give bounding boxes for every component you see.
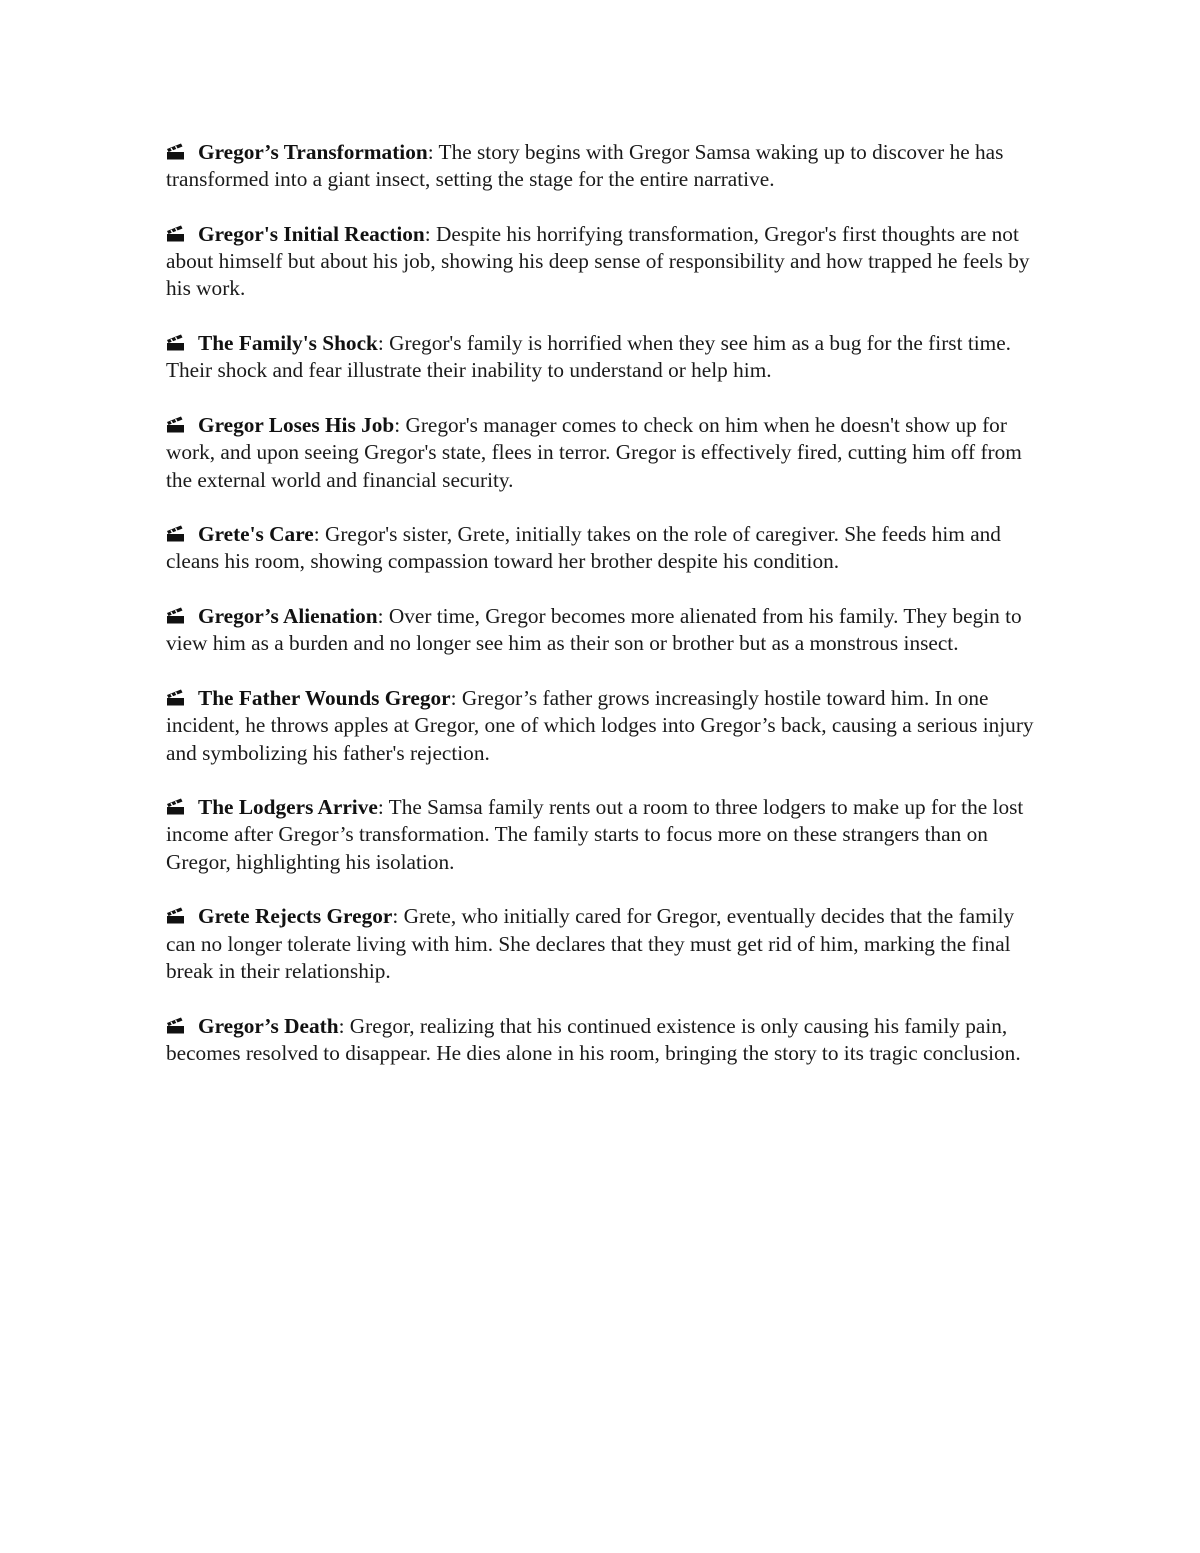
item-heading: The Father Wounds Gregor: [198, 685, 451, 710]
clapperboard-icon: [166, 798, 185, 815]
clapperboard-icon: [166, 143, 185, 160]
item-heading: The Lodgers Arrive: [198, 795, 378, 820]
list-item: [166, 794, 1038, 876]
item-body: : Gregor, realizing that his continued existence is only causing his family pain, becomes resolved to disappear. He dies alone in his room, bringing the story to its tragic conclusion.: [166, 1013, 1021, 1065]
item-body: : Gregor’s father grows increasingly hostile toward him. In one incident, he throws apples at Gregor, one of which lodges into Gregor’s back, causing a serious injury and symbolizing his father's rejection.: [166, 685, 1034, 765]
clapperboard-icon: [166, 907, 185, 924]
item-body: : Grete, who initially cared for Gregor, eventually decides that the family can no longer tolerate living with him. She declares that they must get rid of him, marking the final break in their relationship.: [166, 904, 1015, 983]
clapperboard-icon: [166, 225, 185, 242]
list-item: [166, 412, 1038, 494]
item-body: : Gregor's family is horrified when they see him as a bug for the first time. Their shock and fear illustrate their inability to understand or help him.: [166, 331, 1011, 383]
list-item: [166, 221, 1038, 303]
item-heading: Gregor’s Alienation: [198, 604, 378, 629]
list-item: [166, 685, 1038, 767]
list-item: [166, 139, 1038, 194]
item-heading: The Family's Shock: [198, 331, 378, 356]
item-heading: Grete Rejects Gregor: [198, 904, 393, 929]
document-content: [166, 139, 1038, 1094]
list-item: [166, 903, 1038, 985]
clapperboard-icon: [166, 607, 185, 624]
clapperboard-icon: [166, 334, 185, 351]
item-heading: Gregor’s Death: [198, 1013, 339, 1038]
item-body: : The story begins with Gregor Samsa waking up to discover he has transformed into a giant insect, setting the stage for the entire narrative.: [166, 140, 1004, 192]
clapperboard-icon: [166, 416, 185, 433]
item-heading: Gregor's Initial Reaction: [198, 221, 425, 246]
item-body: : Gregor's sister, Grete, initially takes on the role of caregiver. She feeds him and cleans his room, showing compassion toward her brother despite his condition.: [166, 522, 1001, 574]
item-body: : Despite his horrifying transformation, Gregor's first thoughts are not about himself but about his job, showing his deep sense of responsibility and how trapped he feels by his work.: [166, 221, 1030, 301]
item-body: : The Samsa family rents out a room to three lodgers to make up for the lost income after Gregor’s transformation. The family starts to focus more on these strangers than on Gregor, highlighting his isolation.: [166, 795, 1024, 874]
clapperboard-icon: [166, 1017, 185, 1034]
item-heading: Gregor’s Transformation: [198, 140, 428, 164]
list-item: [166, 330, 1038, 385]
item-heading: Grete's Care: [198, 522, 314, 547]
list-item: [166, 1013, 1038, 1068]
item-heading: Gregor Loses His Job: [198, 412, 395, 437]
list-item: [166, 521, 1038, 576]
list-item: [166, 603, 1038, 658]
clapperboard-icon: [166, 689, 185, 706]
item-body: : Over time, Gregor becomes more alienated from his family. They begin to view him as a burden and no longer see him as their son or brother but as a monstrous insect.: [166, 604, 1022, 656]
item-body: : Gregor's manager comes to check on him when he doesn't show up for work, and upon seeing Gregor's state, flees in terror. Gregor is effectively fired, cutting him off from the external world and financial security.: [166, 412, 1022, 492]
clapperboard-icon: [166, 525, 185, 542]
